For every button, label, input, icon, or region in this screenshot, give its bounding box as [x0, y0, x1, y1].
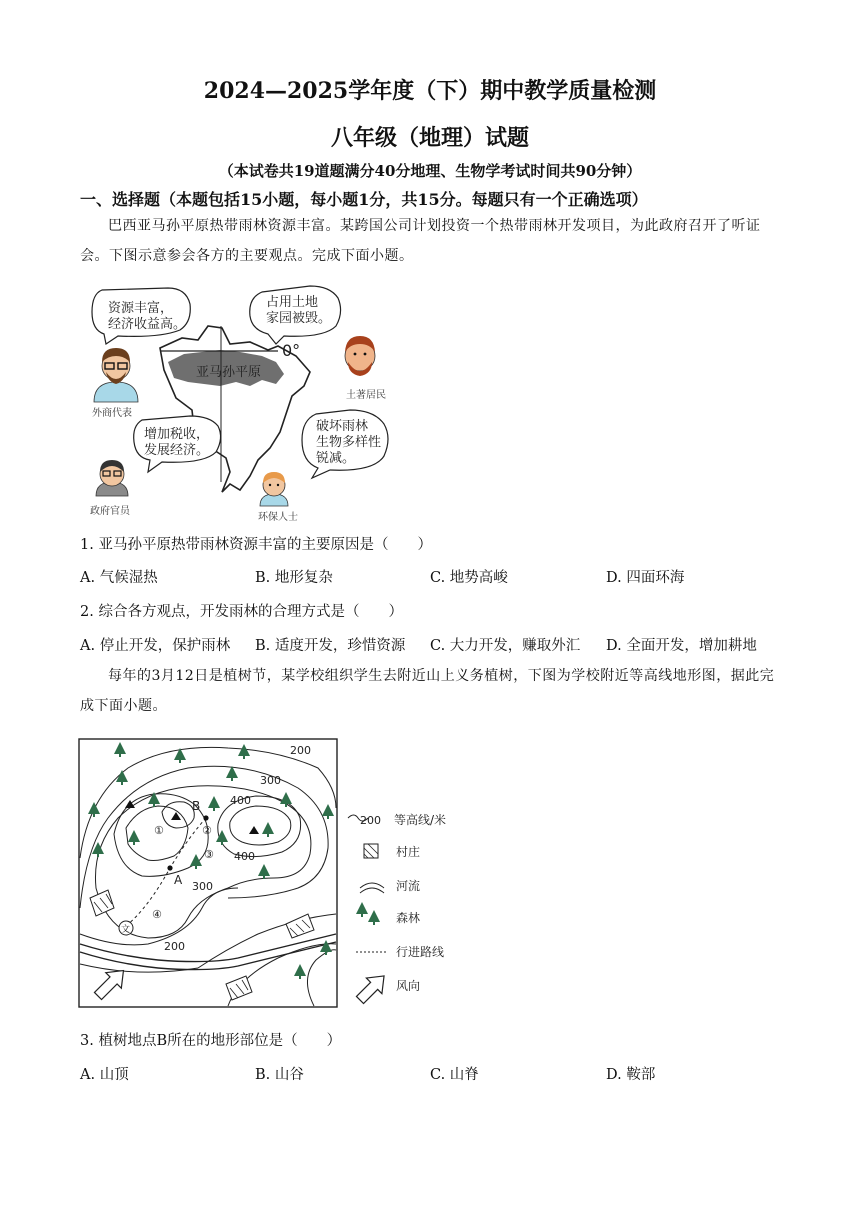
legend-river-text: 河流 [396, 879, 421, 893]
q3-option-a[interactable]: A. 山顶 [80, 1067, 129, 1083]
q3-stem: 3. 植树地点B所在的地形部位是（ ） [80, 1033, 342, 1049]
q1-option-b[interactable]: B. 地形复杂 [255, 570, 333, 586]
q3-option-b[interactable]: B. 山谷 [255, 1067, 304, 1083]
contour-label-300-top: 300 [260, 774, 281, 787]
q3-option-c[interactable]: C. 山脊 [430, 1067, 479, 1083]
legend-river-icon [360, 883, 384, 888]
q2-option-d[interactable]: D. 全面开发，增加耕地 [606, 638, 757, 654]
q1-option-c[interactable]: C. 地势高峻 [430, 570, 508, 586]
exam-subtitle: 八年级（地理）试题 [330, 125, 529, 151]
route-label-3: ③ [204, 848, 214, 861]
contour-label-400-right: 400 [234, 850, 255, 863]
bubble-locals-line1: 占用土地 [266, 295, 319, 310]
legend-route-text: 行进路线 [396, 945, 445, 959]
q2-option-a[interactable]: A. 停止开发，保护雨林 [80, 638, 231, 654]
q1-options [80, 566, 800, 588]
caption-foreign: 外商代表 [92, 408, 132, 419]
bubble-foreign-line2: 经济收益高。 [108, 317, 187, 332]
q2-option-b[interactable]: B. 适度开发，珍惜资源 [255, 638, 406, 654]
env-avatar [260, 472, 288, 506]
bubble-foreign-line1: 资源丰富， [108, 301, 174, 316]
q3-options [80, 1063, 800, 1085]
q2-options [80, 634, 800, 656]
contour-label-200-top: 200 [290, 744, 311, 757]
bubble-gov-line2: 发展经济。 [144, 443, 210, 458]
route-label-1: ① [154, 824, 164, 837]
legend-contour-value: 200 [360, 814, 381, 827]
q1-option-a[interactable]: A. 气候湿热 [80, 570, 158, 586]
map-legend [348, 812, 446, 1008]
q2-stem: 2. 综合各方观点，开发雨林的合理方式是（ ） [80, 604, 403, 620]
point-a-marker [167, 865, 172, 870]
legend-wind-icon [352, 968, 392, 1008]
legend-contour-text: 等高线/米 [394, 813, 447, 827]
q2-option-c[interactable]: C. 大力开发，赚取外汇 [430, 638, 581, 654]
amazon-plain-label: 亚马孙平原 [196, 365, 262, 380]
contour-label-400-left: 400 [230, 794, 251, 807]
exam-note: （本试卷共19道题满分40分地理、生物学考试时间共90分钟） [218, 162, 642, 180]
legend-wind-text: 风向 [396, 979, 421, 993]
caption-gov: 政府官员 [90, 506, 130, 517]
legend-village-text: 村庄 [396, 845, 421, 859]
hearing-figure [80, 282, 400, 522]
passage-2: 每年的3月12日是植树节，某学校组织学生去附近山上义务植树，下图为学校附近等高线地形图，据此完成下面小题。 [80, 668, 775, 714]
foreign-rep-avatar [94, 348, 138, 402]
route-label-4: ④ [152, 908, 162, 921]
exam-title: 2024—2025学年度（下）期中教学质量检测 [203, 78, 657, 104]
legend-forest-text: 森林 [396, 911, 421, 925]
section-heading: 一、选择题（本题包括15小题，每小题1分，共15分。每题只有一个正确选项） [80, 190, 648, 209]
bubble-env-line1: 破坏雨林 [316, 419, 369, 434]
bubble-locals-line2: 家园被毁。 [266, 311, 332, 326]
contour-map-figure [78, 738, 458, 1012]
bubble-foreign [92, 288, 190, 344]
legend-forest-icon [356, 902, 380, 925]
route-label-2: ② [202, 824, 212, 837]
locals-avatar [345, 336, 375, 376]
passage-1: 巴西亚马孙平原热带雨林资源丰富。某跨国公司计划投资一个热带雨林开发项目，为此政府召开了听证会。下图示意参会各方的主要观点。完成下面小题。 [80, 218, 761, 264]
bubble-gov-line1: 增加税收， [144, 427, 210, 442]
q1-option-d[interactable]: D. 四面环海 [606, 570, 685, 586]
contour-label-200-bottom: 200 [164, 940, 185, 953]
q1-stem: 1. 亚马孙平原热带雨林资源丰富的主要原因是（ ） [80, 537, 432, 553]
caption-env: 环保人士 [258, 512, 298, 522]
gov-official-avatar [96, 460, 128, 496]
contour-label-300-bottom: 300 [192, 880, 213, 893]
bubble-env-line2: 生物多样性 [316, 435, 382, 450]
q3-option-d[interactable]: D. 鞍部 [606, 1067, 656, 1083]
school-label: 文 [121, 925, 131, 935]
bubble-env-line3: 锐减。 [316, 451, 356, 466]
equator-label: 0° [282, 341, 301, 360]
point-a-label: A [174, 873, 183, 887]
point-b-marker [203, 815, 208, 820]
caption-locals: 土著居民 [346, 390, 386, 401]
point-b-label: B [192, 799, 201, 813]
